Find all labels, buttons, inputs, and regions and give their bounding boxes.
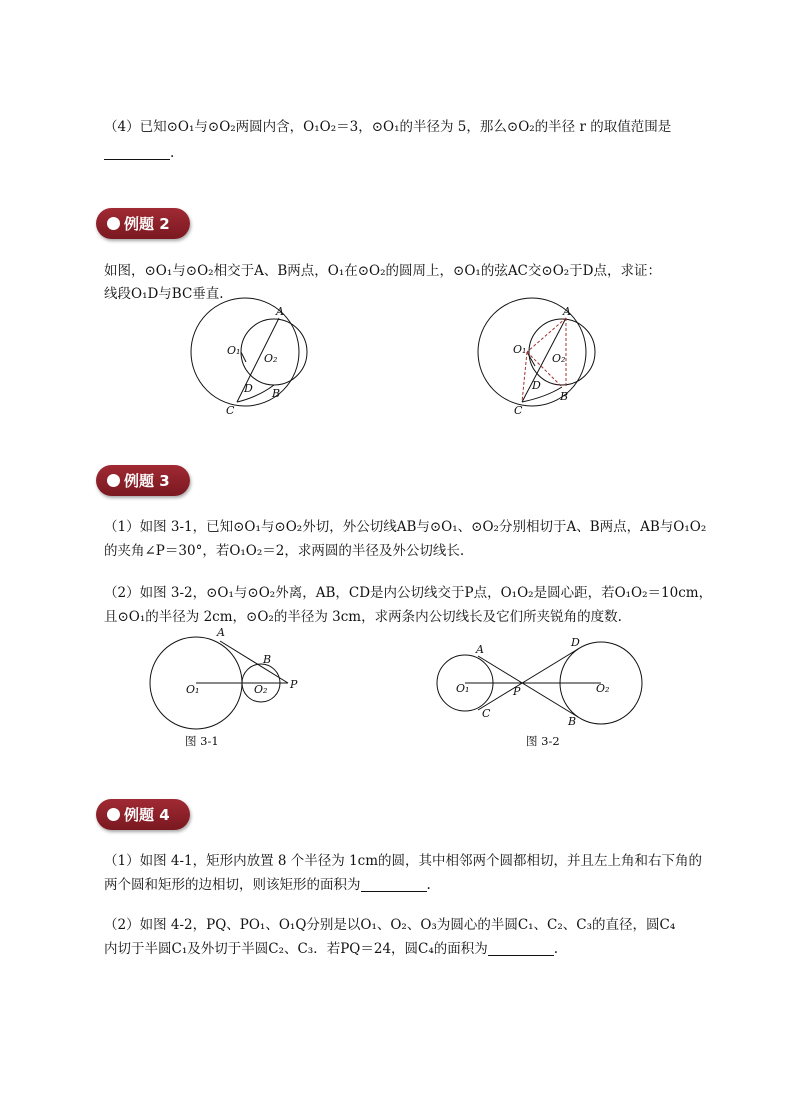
label-O1: O₁	[186, 683, 200, 696]
fig3-2-caption: 图 3-2	[526, 734, 560, 748]
ex4-p2-line2-end: .	[553, 941, 559, 957]
ex4-p1-line1: （1）如图 4-1，矩形内放置 8 个半径为 1cm的圆，其中相邻两个圆都相切，并且左上角和右下角的	[104, 853, 703, 869]
segment-bc	[522, 387, 562, 402]
ex3-p2-line2: 且⊙O₁的半径为 2cm，⊙O₂的半径为 3cm，求两条内公切线长及它们所夹锐角的度数.	[104, 609, 622, 625]
ex4-p2-line1: （2）如图 4-2，PQ、PO₁、O₁Q分别是以O₁、O₂、O₃为圆心的半圆C₁、C₂、C₃的直径，圆C₄	[104, 917, 676, 933]
segment-bc	[237, 385, 274, 402]
label-C: C	[482, 707, 491, 720]
label-O1: O₁	[227, 344, 241, 357]
ex4-p2-line2-start: 内切于半圆C₁及外切于半圆C₂、C₃．若PQ＝24，圆C₄的面积为	[104, 941, 488, 957]
label-O1: O₁	[513, 343, 527, 356]
q4-line1: （4）已知⊙O₁与⊙O₂两圆内含，O₁O₂＝3，⊙O₁的半径为 5，那么⊙O₂的半径 r 的取值范围是	[104, 119, 672, 135]
label-O1: O₁	[456, 682, 470, 695]
q4-line2-end: .	[170, 145, 175, 161]
label-A: A	[563, 305, 571, 318]
banner-label: 例题 4	[124, 806, 170, 824]
ex4-p1-line2-end: .	[426, 877, 431, 893]
label-D: D	[532, 379, 541, 392]
label-B: B	[568, 715, 577, 728]
label-B: B	[272, 387, 281, 400]
ex2-line1: 如图，⊙O₁与⊙O₂相交于A、B两点，O₁在⊙O₂的圆周上，⊙O₁的弦AC交⊙O₂于D点，求证：	[104, 263, 662, 279]
label-A: A	[217, 626, 225, 639]
label-P: P	[290, 678, 298, 691]
ex3-p1-line2: 的夹角∠P＝30°，若O₁O₂＝2，求两圆的半径及外公切线长.	[104, 543, 465, 559]
banner-label: 例题 2	[124, 215, 170, 233]
label-O2: O₂	[264, 352, 278, 365]
ex3-p1-line1: （1）如图 3-1，已知⊙O₁与⊙O₂外切，外公切线AB与⊙O₁、⊙O₂分别相切于A、B两点，AB与O₁O₂	[104, 519, 707, 535]
label-A: A	[276, 305, 284, 318]
label-B: B	[560, 390, 569, 403]
label-A: A	[476, 643, 484, 656]
label-O2: O₂	[552, 352, 566, 365]
fig3-2-labels	[456, 636, 609, 748]
label-O2: O₂	[254, 683, 268, 696]
label-C: C	[226, 404, 235, 417]
label-D: D	[244, 382, 253, 395]
ex2-labels-left	[226, 305, 284, 417]
banner-label: 例题 3	[124, 472, 170, 490]
label-D: D	[571, 636, 580, 649]
ex2-line2: 线段O₁D与BC垂直.	[104, 286, 224, 302]
ex3-p2-line1: （2）如图 3-2，⊙O₁与⊙O₂外离，AB，CD是内公切线交于P点，O₁O₂是圆心距，若O₁O₂＝10cm，	[104, 585, 713, 601]
tangent-ab	[220, 641, 288, 683]
label-B: B	[263, 653, 272, 666]
fig3-1-caption: 图 3-1	[185, 734, 219, 748]
ex4-p1-line2-start: 两个圆和矩形的边相切，则该矩形的面积为	[104, 877, 361, 893]
label-C: C	[514, 404, 523, 417]
label-P: P	[513, 685, 521, 698]
label-O2: O₂	[596, 682, 610, 695]
